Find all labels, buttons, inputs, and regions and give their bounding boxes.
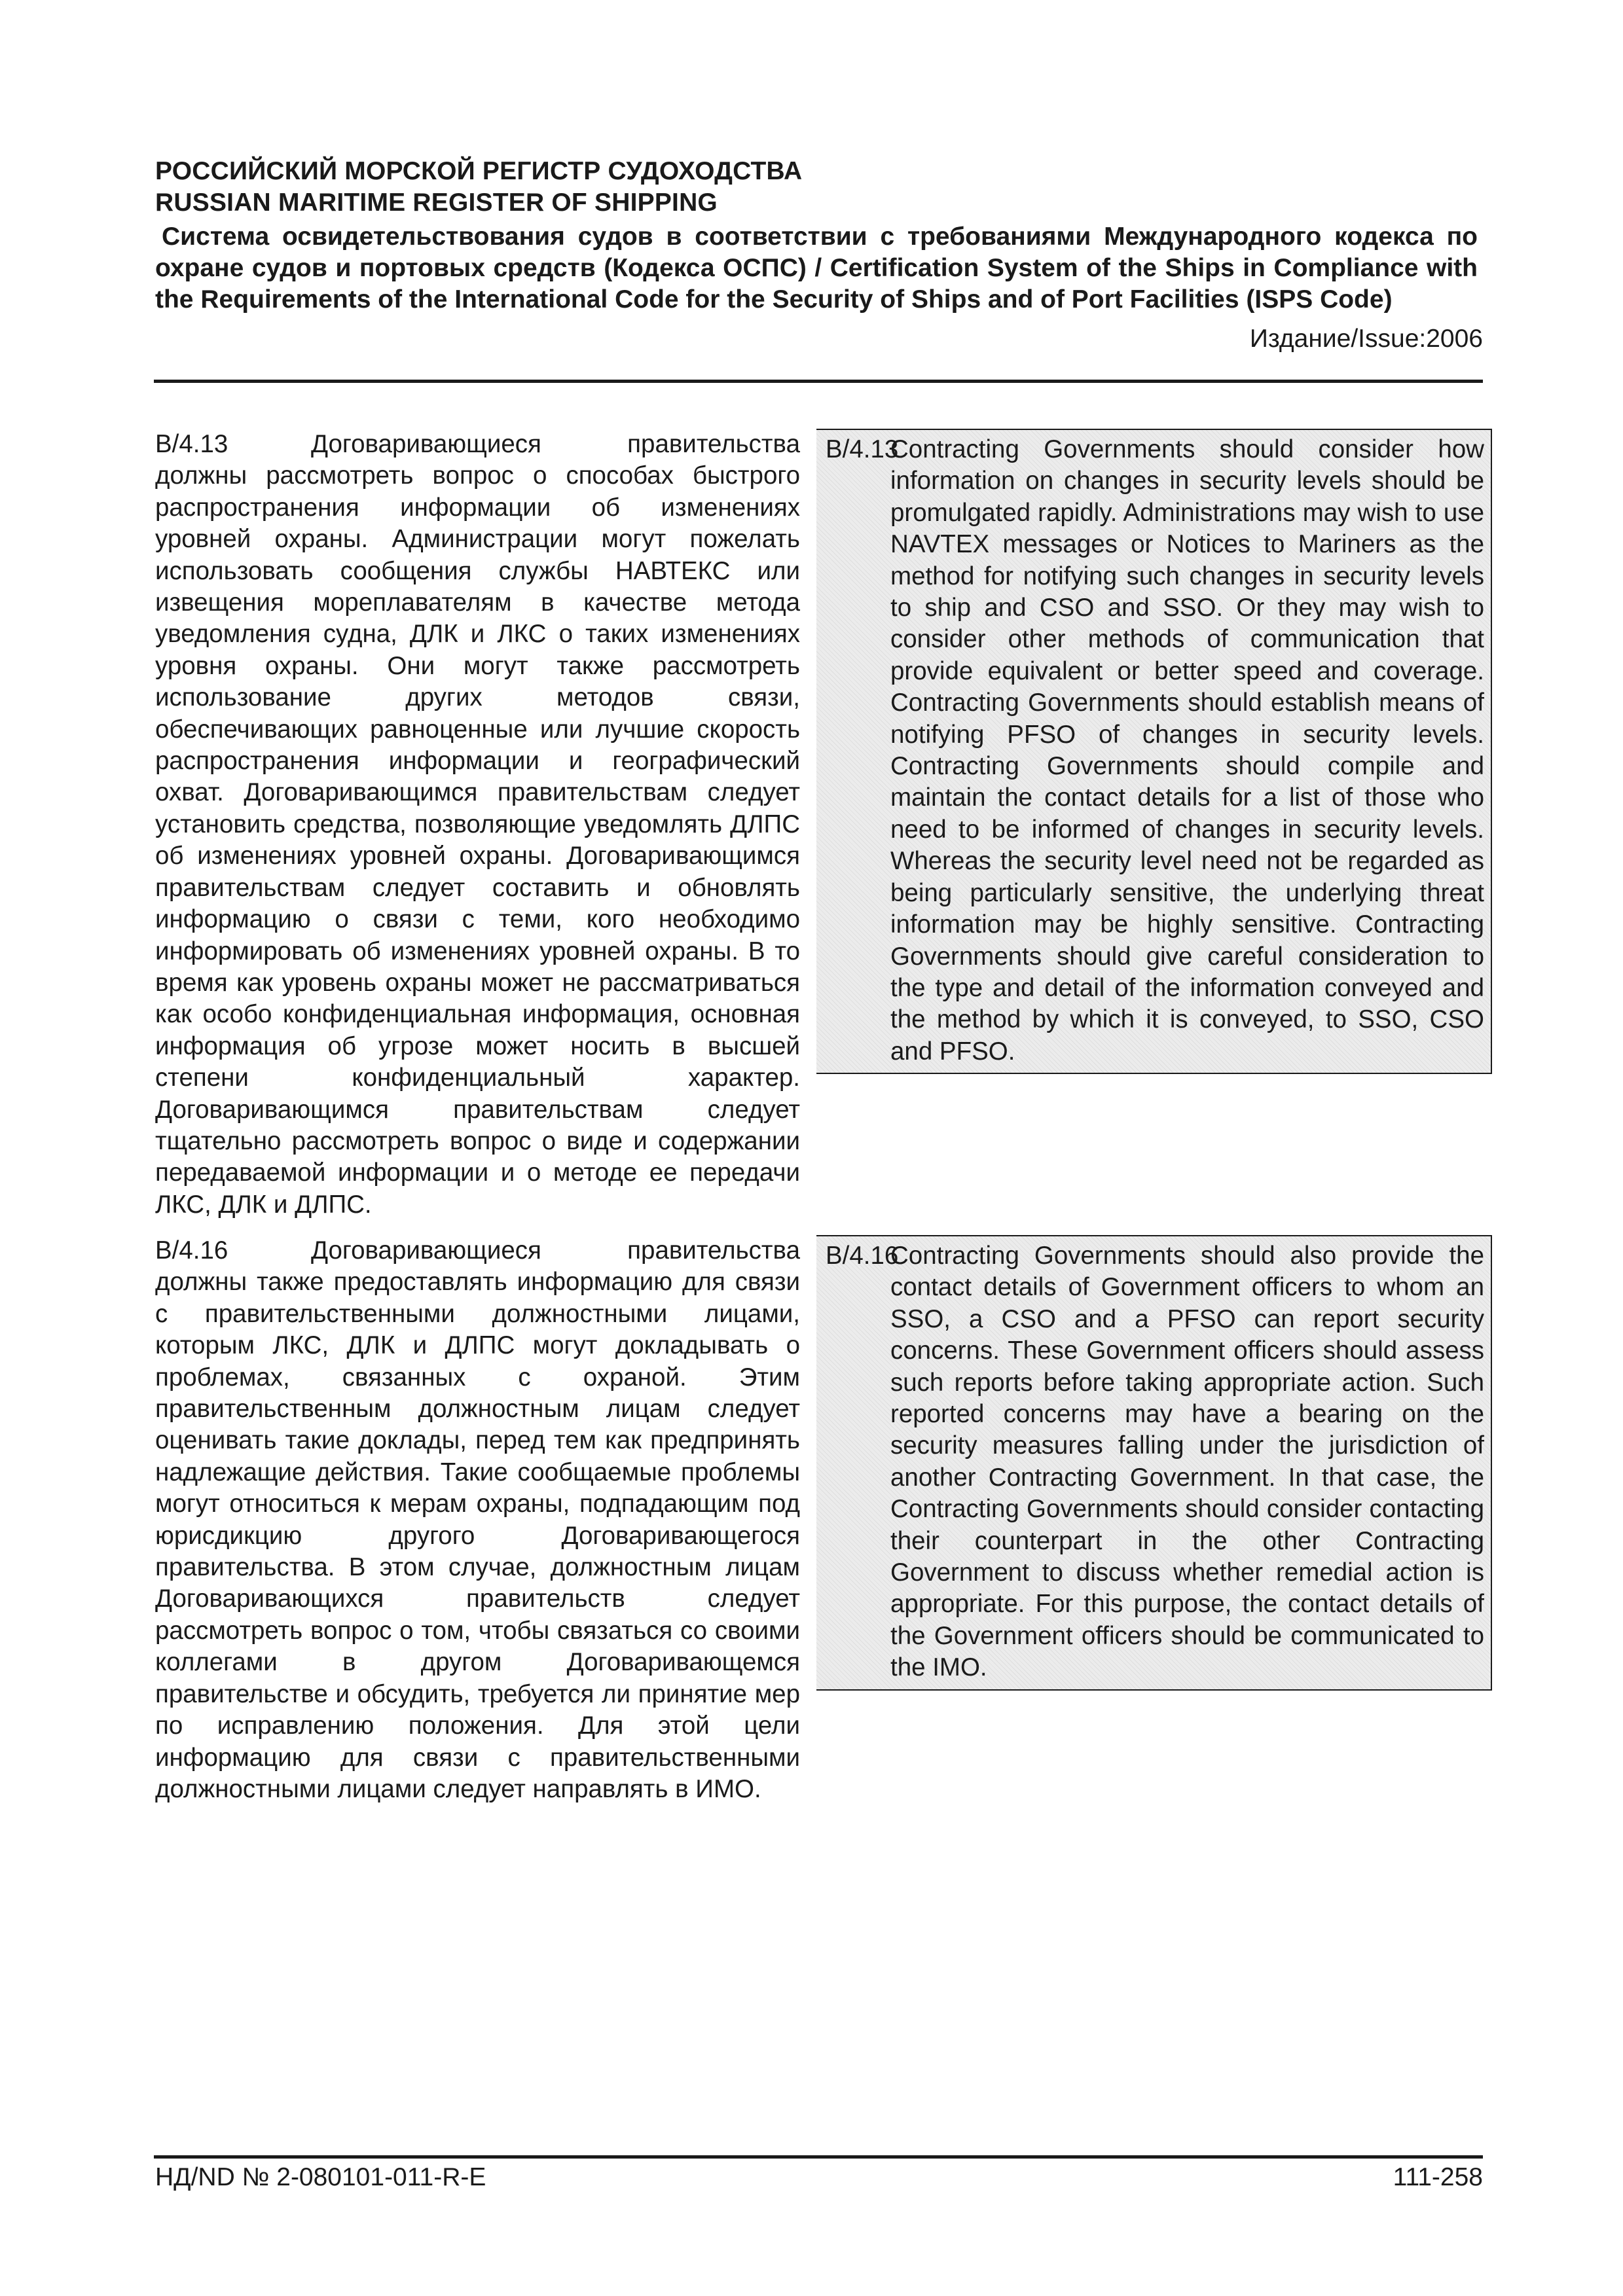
document-number: НД/ND № 2-080101-011-R-E <box>155 2163 486 2191</box>
organization-name-ru: РОССИЙСКИЙ МОРСКОЙ РЕГИСТР СУДОХОДСТВА <box>155 157 803 185</box>
ru-paragraph-text: Договаривающиеся правительства должны также предоставлять информацию для связи с правительственными должностными лицами, которым ЛКС, ДЛК и ДЛПС могут докладывать о проблемах, связанных с охраной. Этим правительственным должностным лицам следует оценивать такие доклады, перед тем как предпринять надлежащие действия. Такие сообщаемые проблемы могут относиться к мерам охраны, подпадающим под юрисдикцию другого Договаривающегося правительства. В этом случае, должностным лицам Договаривающихся правительств следует рассмотреть вопрос о том, чтобы связаться со своими коллегами в другом Договаривающемся правительстве и обсудить, требуется ли принятие мер по исправлению положения. Для этой цели информацию для связи с правительственными должностными лицами следует направлять в ИМО. <box>155 1236 800 1803</box>
ru-paragraph-text: Договаривающиеся правительства должны рассмотреть вопрос о способах быстрого распространения информации об изменениях уровней охраны. Администрации могут пожелать использовать сообщения службы НАВТЕКС или извещения мореплавателям в качестве метода уведомления судна, ДЛК и ЛКС о таких изменениях уровня охраны. Они могут также рассмотреть использование других методов связи, обеспечивающих равноценные или лучшие скорость распространения информации и географический охват. Договаривающимся правительствам следует установить средства, позволяющие уведомлять ДЛПС об изменениях уровней охраны. Договаривающимся правительствам следует составить и обновлять информацию о связи с теми, кого необходимо информировать об изменениях уровней охраны. В то время как уровень охраны может не рассматриваться как особо конфиденциальная информация, основная информация об угрозе может носить в высшей степени конфиденциальный характер. Договаривающимся правительствам следует тщательно рассмотреть вопрос о виде и содержании передаваемой информации и о методе ее передачи ЛКС, ДЛК и ДЛПС. <box>155 430 800 1219</box>
footer-divider <box>154 2155 1483 2159</box>
issue-label: Издание/Issue:2006 <box>1249 325 1483 353</box>
en-paragraph-text: Contracting Governments should consider how information on changes in security levels should be promulgated rapidly. Administrations may wish to use NAVTEX messages or Notices to Mariners as the method for notifying such changes in security levels to ship and CSO and SSO. Or they may wish to consider other methods of communication that provide equivalent or better speed and coverage. Contracting Governments should establish means of notifying PFSO of changes in security levels. Contracting Governments should compile and maintain the contact details for a list of those who need to be informed of changes in security levels. Whereas the security level need not be regarded as being particularly sensitive, the underlying threat information may be highly sensitive. Contracting Governments should give careful consideration to the type and detail of the information conveyed and the method by which it is conveyed, to SSO, CSO and PFSO. <box>890 435 1484 1066</box>
en-paragraph-id: B/4.13 <box>826 435 899 463</box>
page-number: 111-258 <box>1393 2163 1483 2191</box>
en-paragraph-box <box>816 429 1492 1074</box>
system-title: Система освидетельствования судов в соответствии с требованиями Международного кодекса по охране судов и портовых средств (Кодекса ОСПС) / Certification System of the Ships in Compliance with the Requirements of the International Code for the Security of Ships and of Port Facilities (ISPS Code) <box>155 223 1478 314</box>
ru-paragraph-id: B/4.16 <box>155 1236 228 1265</box>
organization-name-en: RUSSIAN MARITIME REGISTER OF SHIPPING <box>155 188 718 217</box>
header-divider <box>154 380 1483 383</box>
ru-paragraph <box>155 1235 800 1805</box>
en-paragraph-id: B/4.16 <box>826 1242 899 1270</box>
en-paragraph-text: Contracting Governments should also provide the contact details of Government officers to whom an SSO, a CSO and a PFSO can report security concerns. These Government officers should assess such reports before taking appropriate action. Such reported concerns may have a bearing on the security measures falling under the jurisdiction of another Contracting Government. In that case, the Contracting Governments should consider contacting their counterpart in the other Contracting Government to discuss whether remedial action is appropriate. For this purpose, the contact details of the Government officers should be communicated to the IMO. <box>890 1242 1484 1682</box>
en-paragraph-box <box>816 1235 1492 1691</box>
document-header <box>155 156 1483 355</box>
ru-paragraph <box>155 429 800 1221</box>
ru-paragraph-id: B/4.13 <box>155 430 228 458</box>
